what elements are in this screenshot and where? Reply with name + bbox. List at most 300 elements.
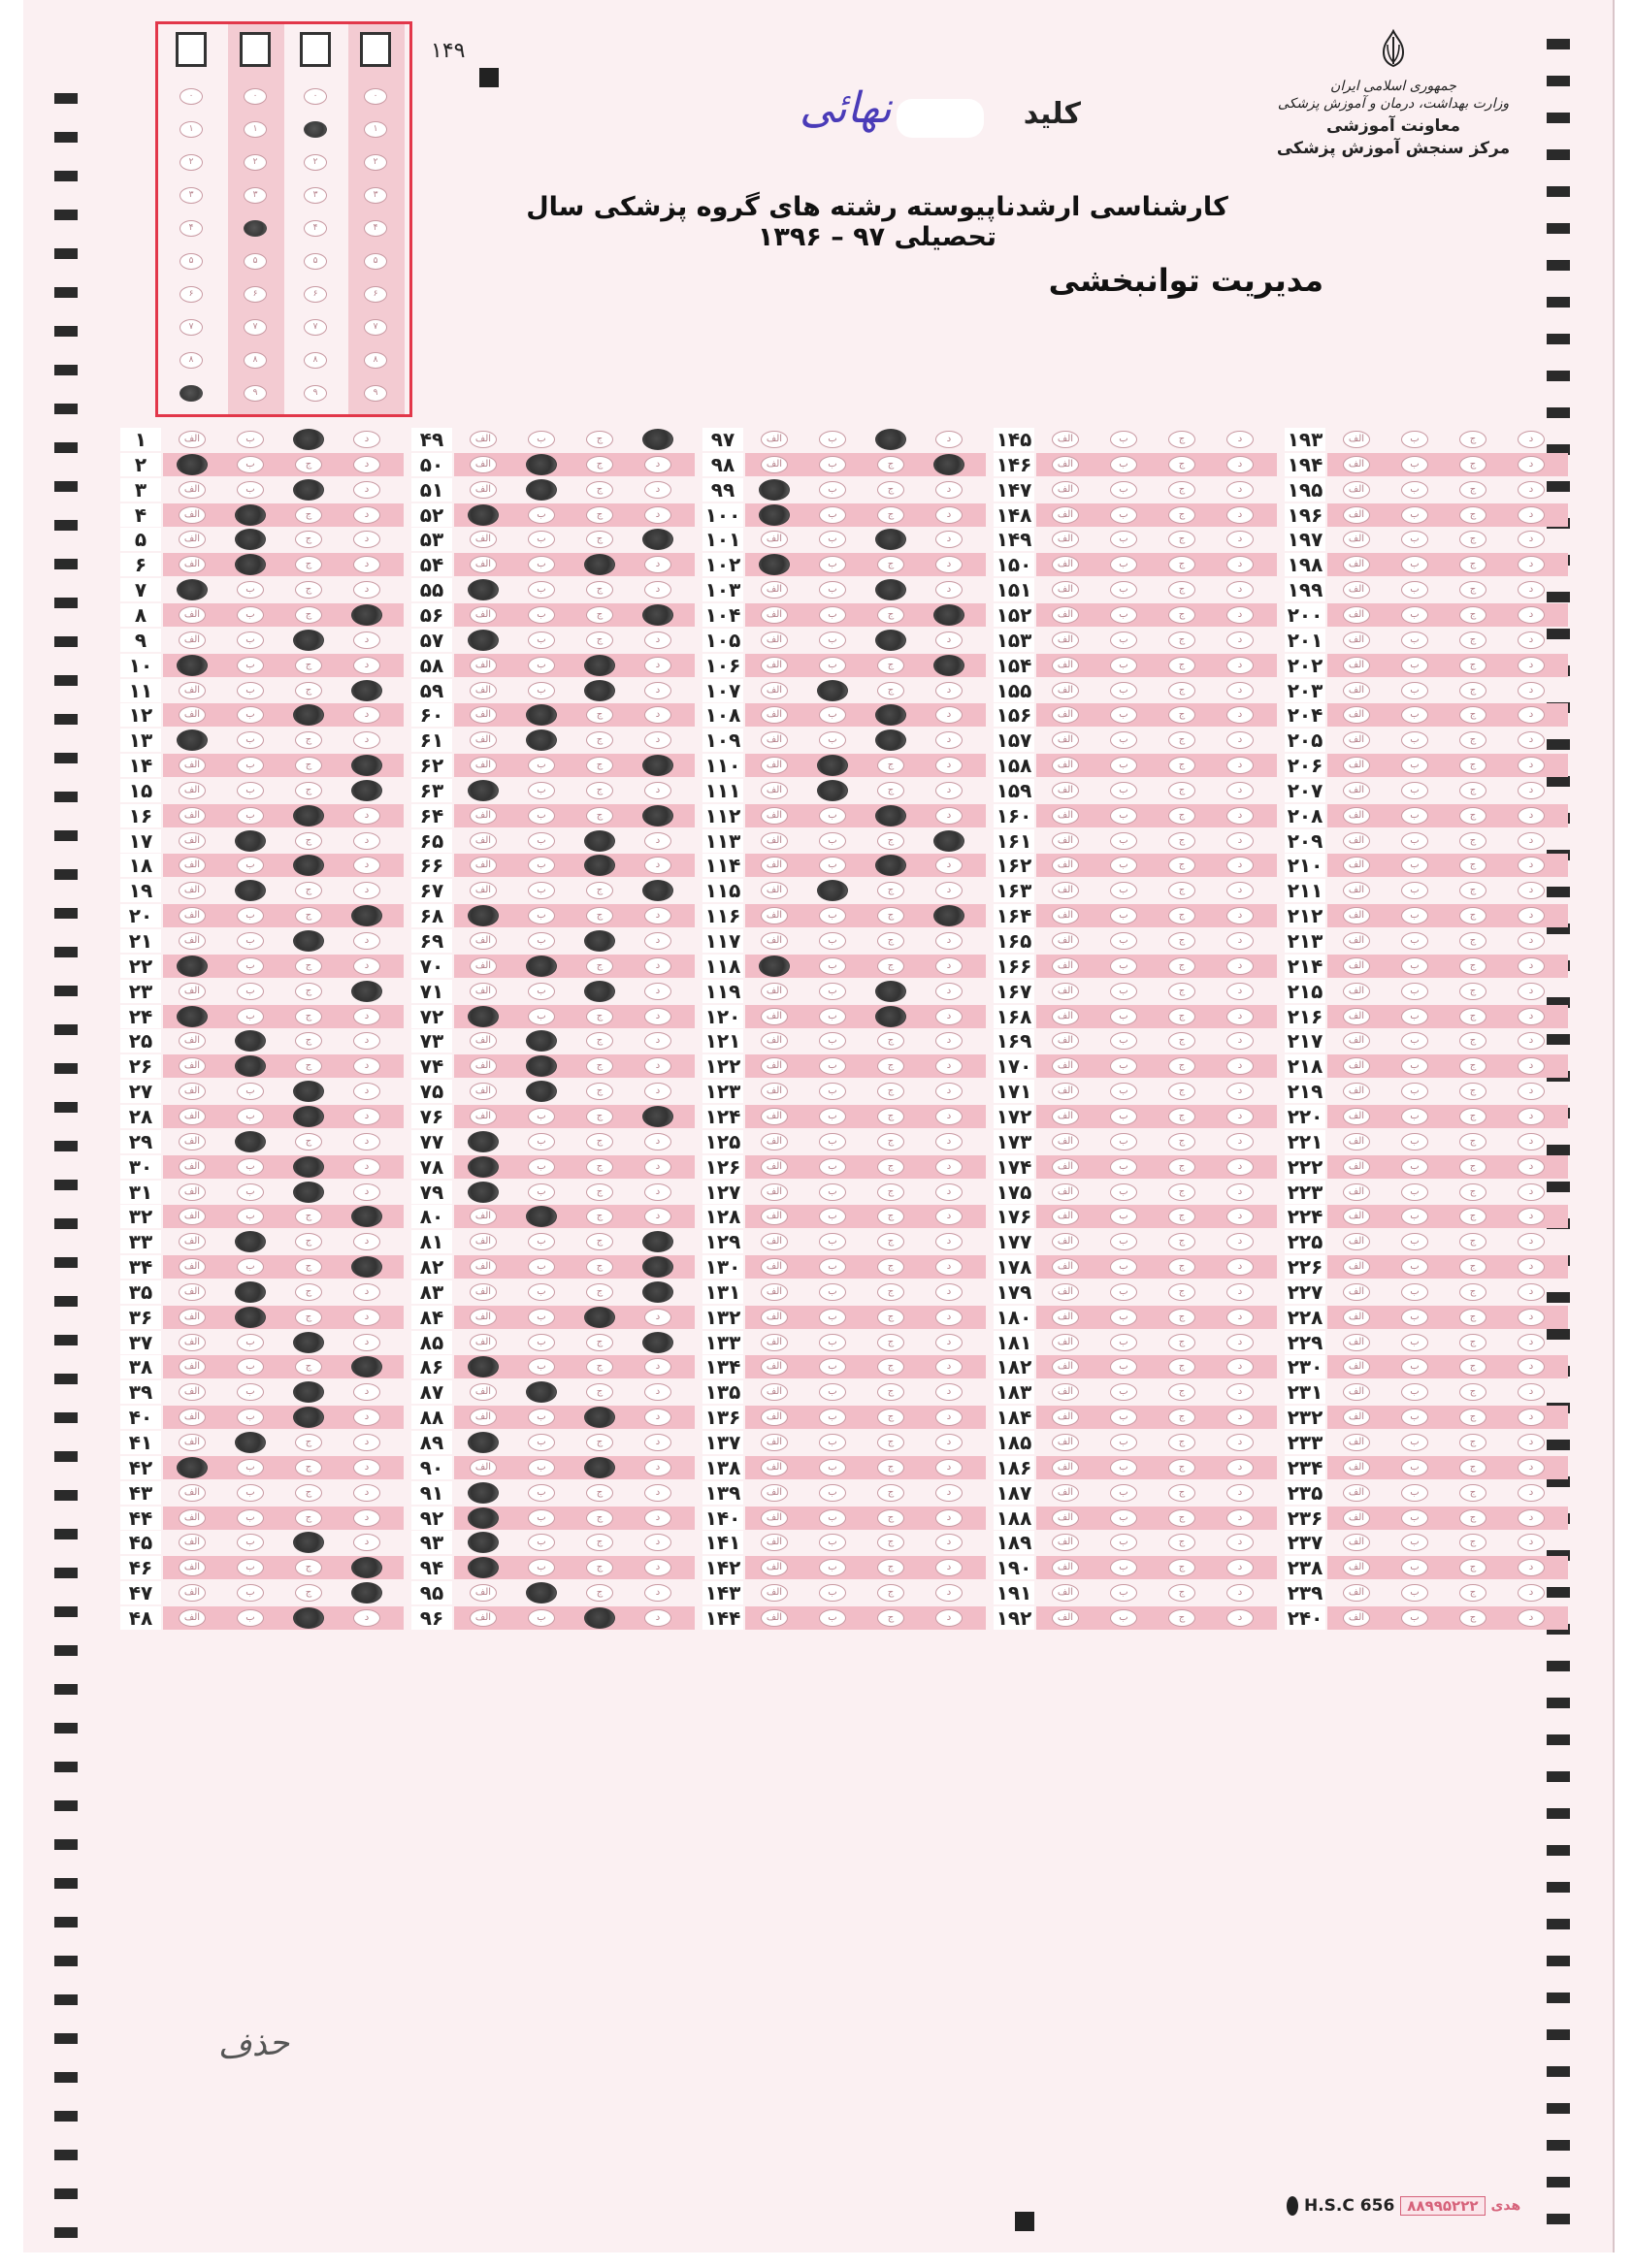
answer-bubble[interactable] xyxy=(817,680,848,701)
answer-bubble[interactable]: ب xyxy=(237,1509,264,1527)
answer-bubble[interactable]: ج xyxy=(877,1083,904,1100)
answer-bubble[interactable]: ج xyxy=(877,657,904,674)
answer-bubble[interactable]: الف xyxy=(179,1258,206,1276)
answer-bubble[interactable] xyxy=(235,1432,266,1453)
answer-bubble[interactable]: الف xyxy=(1052,983,1079,1000)
answer-bubble[interactable]: ب xyxy=(1401,1108,1428,1125)
code-entry-square[interactable] xyxy=(300,32,331,67)
answer-bubble[interactable]: الف xyxy=(1052,632,1079,649)
answer-bubble[interactable]: د xyxy=(1518,983,1545,1000)
answer-bubble[interactable]: الف xyxy=(470,1584,497,1602)
answer-bubble[interactable]: ج xyxy=(586,1233,613,1250)
code-digit-bubble[interactable]: ۱ xyxy=(244,121,267,138)
answer-bubble[interactable]: الف xyxy=(179,556,206,573)
answer-bubble[interactable]: الف xyxy=(470,1459,497,1476)
answer-bubble[interactable]: ب xyxy=(1110,657,1137,674)
answer-bubble[interactable]: د xyxy=(1226,1008,1254,1025)
answer-bubble[interactable]: د xyxy=(353,1283,380,1301)
answer-bubble[interactable] xyxy=(293,1156,324,1178)
answer-bubble[interactable]: د xyxy=(935,1434,963,1451)
answer-bubble[interactable]: الف xyxy=(470,1409,497,1426)
answer-bubble[interactable]: ب xyxy=(1110,957,1137,975)
answer-bubble[interactable]: ب xyxy=(237,632,264,649)
answer-bubble[interactable]: ج xyxy=(295,1057,322,1075)
answer-bubble[interactable]: ب xyxy=(528,1484,555,1502)
answer-bubble[interactable]: الف xyxy=(1052,1258,1079,1276)
answer-bubble[interactable]: ب xyxy=(237,682,264,699)
answer-bubble[interactable]: د xyxy=(1518,1358,1545,1376)
answer-bubble[interactable]: ب xyxy=(819,1609,846,1627)
answer-bubble[interactable]: د xyxy=(644,1208,671,1225)
answer-bubble[interactable]: الف xyxy=(1052,1383,1079,1401)
answer-bubble[interactable]: الف xyxy=(470,1309,497,1326)
answer-bubble[interactable]: د xyxy=(1226,1083,1254,1100)
answer-bubble[interactable]: الف xyxy=(470,1609,497,1627)
answer-bubble[interactable]: د xyxy=(353,1057,380,1075)
answer-bubble[interactable]: الف xyxy=(179,907,206,924)
code-digit-bubble[interactable]: ۶ xyxy=(364,286,387,303)
answer-bubble[interactable]: الف xyxy=(1052,1108,1079,1125)
answer-bubble[interactable]: د xyxy=(353,1509,380,1527)
answer-bubble[interactable]: الف xyxy=(1343,1509,1370,1527)
answer-bubble[interactable]: الف xyxy=(179,1133,206,1150)
answer-bubble[interactable]: ج xyxy=(1459,757,1486,774)
answer-bubble[interactable]: ب xyxy=(528,1334,555,1351)
answer-bubble[interactable]: الف xyxy=(1343,782,1370,799)
answer-bubble[interactable]: ب xyxy=(1110,907,1137,924)
answer-bubble[interactable]: د xyxy=(644,1008,671,1025)
answer-bubble[interactable]: د xyxy=(935,1283,963,1301)
answer-bubble[interactable]: الف xyxy=(179,431,206,448)
answer-bubble[interactable] xyxy=(642,805,673,826)
answer-bubble[interactable] xyxy=(468,905,499,926)
code-digit-bubble[interactable]: ۸ xyxy=(244,352,267,369)
answer-bubble[interactable]: الف xyxy=(470,807,497,825)
code-digit-bubble[interactable]: ۵ xyxy=(304,253,327,270)
answer-bubble[interactable]: د xyxy=(1518,757,1545,774)
answer-bubble[interactable]: د xyxy=(1518,1509,1545,1527)
answer-bubble[interactable]: د xyxy=(1226,1057,1254,1075)
answer-bubble[interactable]: ب xyxy=(237,1108,264,1125)
answer-bubble[interactable]: ج xyxy=(877,606,904,624)
answer-bubble[interactable]: ب xyxy=(819,1133,846,1150)
answer-bubble[interactable]: ب xyxy=(1401,983,1428,1000)
answer-bubble[interactable]: د xyxy=(1518,957,1545,975)
answer-bubble[interactable]: ج xyxy=(1168,1334,1195,1351)
answer-bubble[interactable]: ب xyxy=(528,1609,555,1627)
answer-bubble[interactable]: ج xyxy=(295,1208,322,1225)
answer-bubble[interactable] xyxy=(468,780,499,801)
answer-bubble[interactable]: د xyxy=(1226,506,1254,524)
code-entry-square[interactable] xyxy=(176,32,207,67)
answer-bubble[interactable]: ج xyxy=(1459,832,1486,850)
answer-bubble[interactable] xyxy=(875,1006,906,1027)
code-digit-bubble[interactable]: ۵ xyxy=(244,253,267,270)
answer-bubble[interactable]: د xyxy=(644,657,671,674)
answer-bubble[interactable]: ب xyxy=(819,706,846,724)
answer-bubble[interactable]: د xyxy=(1226,606,1254,624)
answer-bubble[interactable]: ب xyxy=(1110,456,1137,473)
answer-bubble[interactable]: ب xyxy=(237,1459,264,1476)
answer-bubble[interactable]: ب xyxy=(1401,1459,1428,1476)
answer-bubble[interactable]: الف xyxy=(761,1534,788,1551)
answer-bubble[interactable] xyxy=(526,454,557,475)
answer-bubble[interactable]: الف xyxy=(470,706,497,724)
answer-bubble[interactable]: ج xyxy=(1459,1584,1486,1602)
code-entry-square[interactable] xyxy=(360,32,391,67)
answer-bubble[interactable]: الف xyxy=(470,682,497,699)
answer-bubble[interactable]: ب xyxy=(1110,1484,1137,1502)
answer-bubble[interactable]: د xyxy=(1226,1208,1254,1225)
answer-bubble[interactable]: الف xyxy=(1052,1032,1079,1050)
answer-bubble[interactable]: الف xyxy=(470,1083,497,1100)
answer-bubble[interactable]: ب xyxy=(1401,1334,1428,1351)
answer-bubble[interactable]: د xyxy=(1226,1358,1254,1376)
answer-bubble[interactable]: الف xyxy=(470,1283,497,1301)
answer-bubble[interactable]: الف xyxy=(179,832,206,850)
answer-bubble[interactable]: ج xyxy=(295,1032,322,1050)
answer-bubble[interactable]: ب xyxy=(1110,506,1137,524)
answer-bubble[interactable]: الف xyxy=(1343,1434,1370,1451)
answer-bubble[interactable]: ب xyxy=(237,1083,264,1100)
answer-bubble[interactable]: د xyxy=(1518,1158,1545,1176)
answer-bubble[interactable]: ج xyxy=(1459,481,1486,499)
answer-bubble[interactable]: الف xyxy=(1052,882,1079,899)
answer-bubble[interactable]: د xyxy=(1226,1534,1254,1551)
answer-bubble[interactable]: د xyxy=(1518,431,1545,448)
answer-bubble[interactable]: ج xyxy=(1168,1183,1195,1201)
answer-bubble[interactable]: الف xyxy=(1052,657,1079,674)
code-digit-bubble[interactable]: ۰ xyxy=(364,88,387,105)
code-digit-bubble[interactable]: ۵ xyxy=(364,253,387,270)
answer-bubble[interactable]: د xyxy=(1518,506,1545,524)
answer-bubble[interactable]: د xyxy=(1226,1133,1254,1150)
answer-bubble[interactable]: ج xyxy=(1168,1309,1195,1326)
answer-bubble[interactable]: ج xyxy=(1459,1484,1486,1502)
answer-bubble[interactable]: ج xyxy=(1168,1208,1195,1225)
code-digit-bubble[interactable]: ۳ xyxy=(180,187,203,204)
answer-bubble[interactable]: الف xyxy=(179,1108,206,1125)
answer-bubble[interactable] xyxy=(468,504,499,526)
code-digit-bubble[interactable]: ۲ xyxy=(180,154,203,171)
answer-bubble[interactable]: ب xyxy=(528,1283,555,1301)
answer-bubble[interactable]: الف xyxy=(179,1208,206,1225)
answer-bubble[interactable]: ج xyxy=(1459,731,1486,749)
answer-bubble[interactable]: الف xyxy=(1343,531,1370,548)
answer-bubble[interactable]: د xyxy=(1226,1283,1254,1301)
answer-bubble[interactable]: ج xyxy=(1168,983,1195,1000)
answer-bubble[interactable]: ب xyxy=(237,1183,264,1201)
answer-bubble[interactable]: ب xyxy=(528,506,555,524)
answer-bubble[interactable]: ب xyxy=(528,857,555,874)
answer-bubble[interactable]: ج xyxy=(295,1484,322,1502)
answer-bubble[interactable]: د xyxy=(1226,556,1254,573)
answer-bubble[interactable]: ب xyxy=(1110,1559,1137,1576)
answer-bubble[interactable] xyxy=(875,630,906,651)
answer-bubble[interactable]: الف xyxy=(761,757,788,774)
answer-bubble[interactable]: ج xyxy=(586,1183,613,1201)
answer-bubble[interactable]: ب xyxy=(1401,782,1428,799)
answer-bubble[interactable]: ب xyxy=(237,731,264,749)
answer-bubble[interactable]: ب xyxy=(1401,857,1428,874)
answer-bubble[interactable]: الف xyxy=(1343,1383,1370,1401)
answer-bubble[interactable]: ب xyxy=(1110,682,1137,699)
answer-bubble[interactable]: الف xyxy=(1343,1233,1370,1250)
answer-bubble[interactable]: ج xyxy=(1459,1309,1486,1326)
answer-bubble[interactable]: ب xyxy=(1401,632,1428,649)
code-digit-bubble[interactable]: ۹ xyxy=(304,385,327,402)
answer-bubble[interactable]: الف xyxy=(470,882,497,899)
answer-bubble[interactable]: ج xyxy=(295,907,322,924)
answer-bubble[interactable]: ب xyxy=(1110,531,1137,548)
answer-bubble[interactable]: ج xyxy=(586,782,613,799)
answer-bubble[interactable]: الف xyxy=(1052,556,1079,573)
answer-bubble[interactable] xyxy=(468,1432,499,1453)
answer-bubble[interactable]: ب xyxy=(819,1559,846,1576)
code-digit-bubble[interactable]: ۶ xyxy=(180,286,203,303)
answer-bubble[interactable]: ج xyxy=(295,456,322,473)
answer-bubble[interactable]: ب xyxy=(237,857,264,874)
answer-bubble[interactable]: د xyxy=(1226,456,1254,473)
answer-bubble[interactable]: ج xyxy=(1168,1459,1195,1476)
answer-bubble[interactable]: ج xyxy=(295,606,322,624)
answer-bubble[interactable]: ب xyxy=(528,632,555,649)
answer-bubble[interactable]: د xyxy=(1518,706,1545,724)
code-digit-bubble[interactable]: ۹ xyxy=(364,385,387,402)
answer-bubble[interactable] xyxy=(526,956,557,977)
answer-bubble[interactable]: ب xyxy=(1401,1559,1428,1576)
answer-bubble[interactable]: ب xyxy=(819,1584,846,1602)
answer-bubble[interactable]: ج xyxy=(586,1334,613,1351)
answer-bubble[interactable]: ب xyxy=(819,1334,846,1351)
answer-bubble[interactable]: د xyxy=(1226,1334,1254,1351)
answer-bubble[interactable] xyxy=(642,1106,673,1127)
answer-bubble[interactable]: ج xyxy=(877,957,904,975)
answer-bubble[interactable]: د xyxy=(1226,907,1254,924)
answer-bubble[interactable]: ب xyxy=(1110,1358,1137,1376)
answer-bubble[interactable]: ب xyxy=(819,832,846,850)
answer-bubble[interactable]: الف xyxy=(761,1108,788,1125)
answer-bubble[interactable]: ب xyxy=(1110,1183,1137,1201)
answer-bubble[interactable]: ب xyxy=(819,731,846,749)
answer-bubble[interactable]: د xyxy=(1518,1133,1545,1150)
answer-bubble[interactable]: د xyxy=(353,1108,380,1125)
answer-bubble[interactable] xyxy=(468,630,499,651)
answer-bubble[interactable]: ب xyxy=(237,1609,264,1627)
answer-bubble[interactable]: الف xyxy=(470,1258,497,1276)
answer-bubble[interactable]: الف xyxy=(179,882,206,899)
answer-bubble[interactable]: ج xyxy=(586,907,613,924)
answer-bubble[interactable]: ب xyxy=(1110,1334,1137,1351)
answer-bubble[interactable]: ج xyxy=(877,1233,904,1250)
answer-bubble[interactable]: د xyxy=(1518,832,1545,850)
answer-bubble[interactable]: ب xyxy=(1401,431,1428,448)
answer-bubble[interactable]: الف xyxy=(761,983,788,1000)
answer-bubble[interactable]: د xyxy=(935,1334,963,1351)
answer-bubble[interactable]: الف xyxy=(1343,731,1370,749)
answer-bubble[interactable]: ج xyxy=(1168,757,1195,774)
answer-bubble[interactable]: ج xyxy=(1168,1133,1195,1150)
answer-bubble[interactable]: د xyxy=(353,957,380,975)
answer-bubble[interactable]: ب xyxy=(237,1208,264,1225)
answer-bubble[interactable]: ج xyxy=(295,957,322,975)
answer-bubble[interactable]: الف xyxy=(1343,632,1370,649)
answer-bubble[interactable]: الف xyxy=(761,1559,788,1576)
code-digit-bubble[interactable]: ۹ xyxy=(244,385,267,402)
answer-bubble[interactable] xyxy=(875,805,906,826)
answer-bubble[interactable]: ج xyxy=(1459,1334,1486,1351)
answer-bubble[interactable]: ب xyxy=(237,757,264,774)
answer-bubble[interactable]: د xyxy=(935,857,963,874)
answer-bubble[interactable]: الف xyxy=(179,531,206,548)
answer-bubble[interactable]: الف xyxy=(1052,731,1079,749)
answer-bubble[interactable]: ب xyxy=(528,782,555,799)
answer-bubble[interactable]: الف xyxy=(1052,606,1079,624)
answer-bubble[interactable]: ب xyxy=(819,807,846,825)
answer-bubble[interactable] xyxy=(584,680,615,701)
answer-bubble[interactable]: الف xyxy=(761,581,788,599)
answer-bubble[interactable]: ب xyxy=(1110,1383,1137,1401)
answer-bubble[interactable] xyxy=(584,655,615,676)
answer-bubble[interactable]: ب xyxy=(1401,1258,1428,1276)
answer-bubble[interactable]: ب xyxy=(1110,1008,1137,1025)
answer-bubble[interactable]: ب xyxy=(819,983,846,1000)
answer-bubble[interactable]: د xyxy=(1226,731,1254,749)
answer-bubble[interactable]: الف xyxy=(761,1233,788,1250)
answer-bubble[interactable]: ب xyxy=(528,757,555,774)
answer-bubble[interactable]: ج xyxy=(1168,682,1195,699)
answer-bubble[interactable]: د xyxy=(1226,1183,1254,1201)
answer-bubble[interactable]: ج xyxy=(877,556,904,573)
answer-bubble[interactable]: ج xyxy=(877,932,904,950)
answer-bubble[interactable]: ج xyxy=(1459,1509,1486,1527)
answer-bubble[interactable]: الف xyxy=(179,1183,206,1201)
code-digit-bubble[interactable]: ۸ xyxy=(180,352,203,369)
answer-bubble[interactable]: ج xyxy=(1168,431,1195,448)
answer-bubble[interactable] xyxy=(468,1156,499,1178)
answer-bubble[interactable]: د xyxy=(644,556,671,573)
answer-bubble[interactable]: الف xyxy=(1343,1108,1370,1125)
answer-bubble[interactable]: ج xyxy=(586,957,613,975)
answer-bubble[interactable] xyxy=(584,981,615,1002)
answer-bubble[interactable]: د xyxy=(1518,857,1545,874)
answer-bubble[interactable]: د xyxy=(1518,456,1545,473)
answer-bubble[interactable]: ج xyxy=(586,1083,613,1100)
answer-bubble[interactable]: ب xyxy=(819,932,846,950)
answer-bubble[interactable] xyxy=(759,956,790,977)
answer-bubble[interactable]: ج xyxy=(1168,907,1195,924)
answer-bubble[interactable]: ج xyxy=(1168,1434,1195,1451)
answer-bubble[interactable] xyxy=(177,1006,208,1027)
answer-bubble[interactable]: ج xyxy=(877,1334,904,1351)
answer-bubble[interactable]: ب xyxy=(1110,731,1137,749)
answer-bubble[interactable] xyxy=(351,981,382,1002)
answer-bubble[interactable]: ب xyxy=(1401,1383,1428,1401)
answer-bubble[interactable]: د xyxy=(935,1459,963,1476)
answer-bubble[interactable]: الف xyxy=(179,1057,206,1075)
answer-bubble[interactable]: د xyxy=(1226,1409,1254,1426)
answer-bubble[interactable]: الف xyxy=(1052,957,1079,975)
answer-bubble[interactable]: الف xyxy=(761,1409,788,1426)
answer-bubble[interactable] xyxy=(468,1131,499,1152)
answer-bubble[interactable]: ج xyxy=(1459,1534,1486,1551)
answer-bubble[interactable] xyxy=(293,1106,324,1127)
answer-bubble[interactable]: الف xyxy=(1343,807,1370,825)
answer-bubble[interactable]: ب xyxy=(819,1032,846,1050)
answer-bubble[interactable] xyxy=(875,429,906,450)
answer-bubble[interactable]: ب xyxy=(1401,1409,1428,1426)
answer-bubble[interactable]: الف xyxy=(1052,1233,1079,1250)
answer-bubble[interactable]: ب xyxy=(237,807,264,825)
answer-bubble[interactable]: ب xyxy=(237,1358,264,1376)
answer-bubble[interactable]: الف xyxy=(1343,1409,1370,1426)
answer-bubble[interactable] xyxy=(235,830,266,852)
answer-bubble[interactable] xyxy=(468,1482,499,1504)
answer-bubble[interactable]: د xyxy=(353,1233,380,1250)
answer-bubble[interactable]: الف xyxy=(1343,757,1370,774)
answer-bubble[interactable]: ج xyxy=(1168,556,1195,573)
answer-bubble[interactable]: ج xyxy=(1168,1559,1195,1576)
answer-bubble[interactable]: ج xyxy=(586,531,613,548)
answer-bubble[interactable]: ب xyxy=(1110,1309,1137,1326)
answer-bubble[interactable]: ب xyxy=(528,531,555,548)
answer-bubble[interactable] xyxy=(235,1307,266,1328)
answer-bubble[interactable]: ب xyxy=(819,1434,846,1451)
answer-bubble[interactable]: ب xyxy=(528,682,555,699)
answer-bubble[interactable] xyxy=(293,1407,324,1428)
answer-bubble[interactable]: د xyxy=(644,907,671,924)
answer-bubble[interactable]: ج xyxy=(877,1509,904,1527)
answer-bubble[interactable]: ب xyxy=(237,1409,264,1426)
answer-bubble[interactable]: ب xyxy=(528,1534,555,1551)
answer-bubble[interactable]: ج xyxy=(586,1559,613,1576)
answer-bubble[interactable]: د xyxy=(644,1032,671,1050)
answer-bubble[interactable]: الف xyxy=(179,782,206,799)
code-digit-bubble[interactable]: ۴ xyxy=(180,220,203,237)
answer-bubble[interactable]: الف xyxy=(470,431,497,448)
answer-bubble[interactable]: د xyxy=(1518,1334,1545,1351)
answer-bubble[interactable]: ج xyxy=(877,1409,904,1426)
answer-bubble[interactable]: د xyxy=(935,706,963,724)
answer-bubble[interactable]: د xyxy=(353,1434,380,1451)
answer-bubble[interactable]: الف xyxy=(1343,431,1370,448)
answer-bubble[interactable]: الف xyxy=(761,731,788,749)
answer-bubble[interactable]: الف xyxy=(1052,1057,1079,1075)
answer-bubble[interactable]: د xyxy=(1518,531,1545,548)
answer-bubble[interactable]: الف xyxy=(761,431,788,448)
answer-bubble[interactable]: ج xyxy=(1168,1158,1195,1176)
answer-bubble[interactable]: الف xyxy=(1343,1358,1370,1376)
answer-bubble[interactable]: الف xyxy=(1052,431,1079,448)
answer-bubble[interactable]: د xyxy=(1226,1309,1254,1326)
answer-bubble[interactable]: ج xyxy=(1168,1409,1195,1426)
answer-bubble[interactable]: ج xyxy=(877,1559,904,1576)
answer-bubble[interactable]: ج xyxy=(877,456,904,473)
answer-bubble[interactable]: ب xyxy=(1110,1032,1137,1050)
answer-bubble[interactable]: ب xyxy=(1110,1459,1137,1476)
answer-bubble[interactable]: ج xyxy=(1168,506,1195,524)
answer-bubble[interactable]: د xyxy=(644,1183,671,1201)
answer-bubble[interactable] xyxy=(584,830,615,852)
answer-bubble[interactable]: ب xyxy=(819,1083,846,1100)
answer-bubble[interactable]: الف xyxy=(179,706,206,724)
answer-bubble[interactable]: الف xyxy=(1343,606,1370,624)
answer-bubble[interactable]: ج xyxy=(586,456,613,473)
answer-bubble[interactable]: ب xyxy=(1401,1584,1428,1602)
answer-bubble[interactable]: الف xyxy=(179,481,206,499)
answer-bubble[interactable]: د xyxy=(644,782,671,799)
answer-bubble[interactable]: ب xyxy=(1401,907,1428,924)
